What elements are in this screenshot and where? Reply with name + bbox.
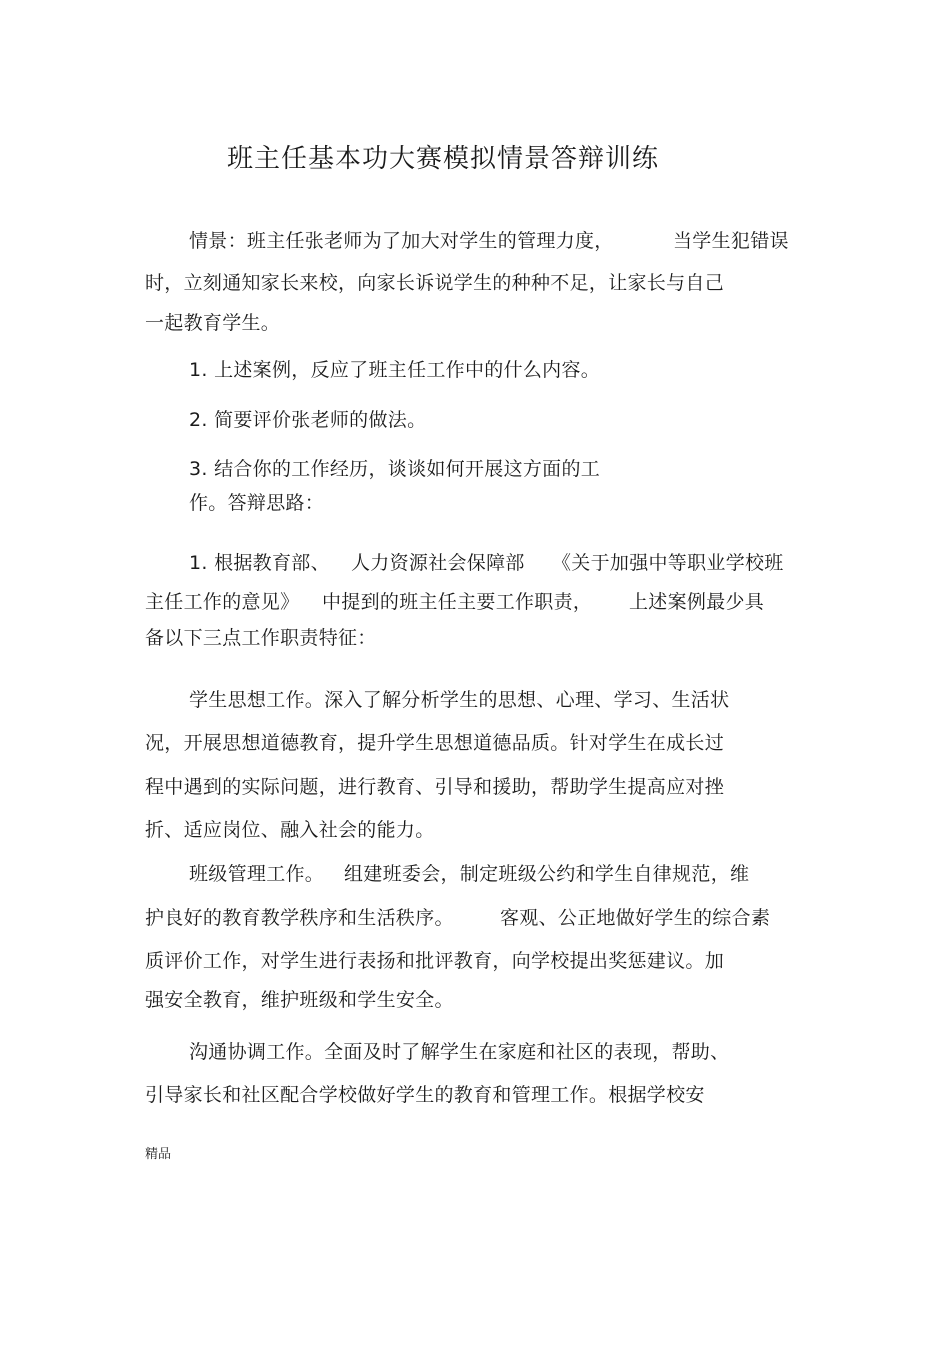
text-line: 客观、公正地做好学生的综合素 — [500, 907, 771, 929]
text-line: 护良好的教育教学秩序和生活秩序。 — [145, 907, 454, 929]
question-item: 2. 简要评价张老师的做法。 — [189, 409, 427, 431]
text-line: 《关于加强中等职业学校班 — [552, 552, 784, 574]
text-line: 折、适应岗位、融入社会的能力。 — [145, 819, 435, 841]
text-line: 学生思想工作。深入了解分析学生的思想、心理、学习、生活状 — [189, 689, 730, 711]
text-line: 时，立刻通知家长来校，向家长诉说学生的种种不足，让家长与自己 — [145, 272, 725, 294]
text-line: 情景：班主任张老师为了加大对学生的管理力度， — [189, 230, 614, 252]
question-item: 1. 上述案例，反应了班主任工作中的什么内容。 — [189, 359, 601, 381]
text-line: 上述案例最少具 — [629, 591, 765, 613]
document-title: 班主任基本功大赛模拟情景答辩训练 — [227, 144, 660, 174]
text-line: 班级管理工作。 — [189, 863, 325, 885]
text-line: 引导家长和社区配合学校做好学生的教育和管理工作。根据学校安 — [145, 1084, 705, 1106]
text-line: 一起教育学生。 — [145, 312, 281, 334]
text-line: 当学生犯错误 — [673, 230, 789, 252]
text-line: 强安全教育，维护班级和学生安全。 — [145, 989, 454, 1011]
text-line: 1. 根据教育部、 — [189, 552, 330, 574]
footer-label: 精品 — [145, 1147, 172, 1162]
text-line: 备以下三点工作职责特征： — [145, 627, 377, 649]
text-line: 人力资源社会保障部 — [351, 552, 525, 574]
text-line: 程中遇到的实际问题，进行教育、引导和援助，帮助学生提高应对挫 — [145, 776, 725, 798]
text-line: 质评价工作，对学生进行表扬和批评教育，向学校提出奖惩建议。加 — [145, 950, 725, 972]
question-item: 3. 结合你的工作经历，谈谈如何开展这方面的工 — [189, 458, 601, 480]
text-line: 中提到的班主任主要工作职责， — [322, 591, 593, 613]
text-line: 组建班委会，制定班级公约和学生自律规范，维 — [344, 863, 750, 885]
text-line: 况，开展思想道德教育，提升学生思想道德品质。针对学生在成长过 — [145, 732, 725, 754]
text-line: 作。答辩思路： — [189, 492, 325, 514]
text-line: 主任工作的意见》 — [145, 591, 300, 613]
text-line: 沟通协调工作。全面及时了解学生在家庭和社区的表现，帮助、 — [189, 1041, 730, 1063]
